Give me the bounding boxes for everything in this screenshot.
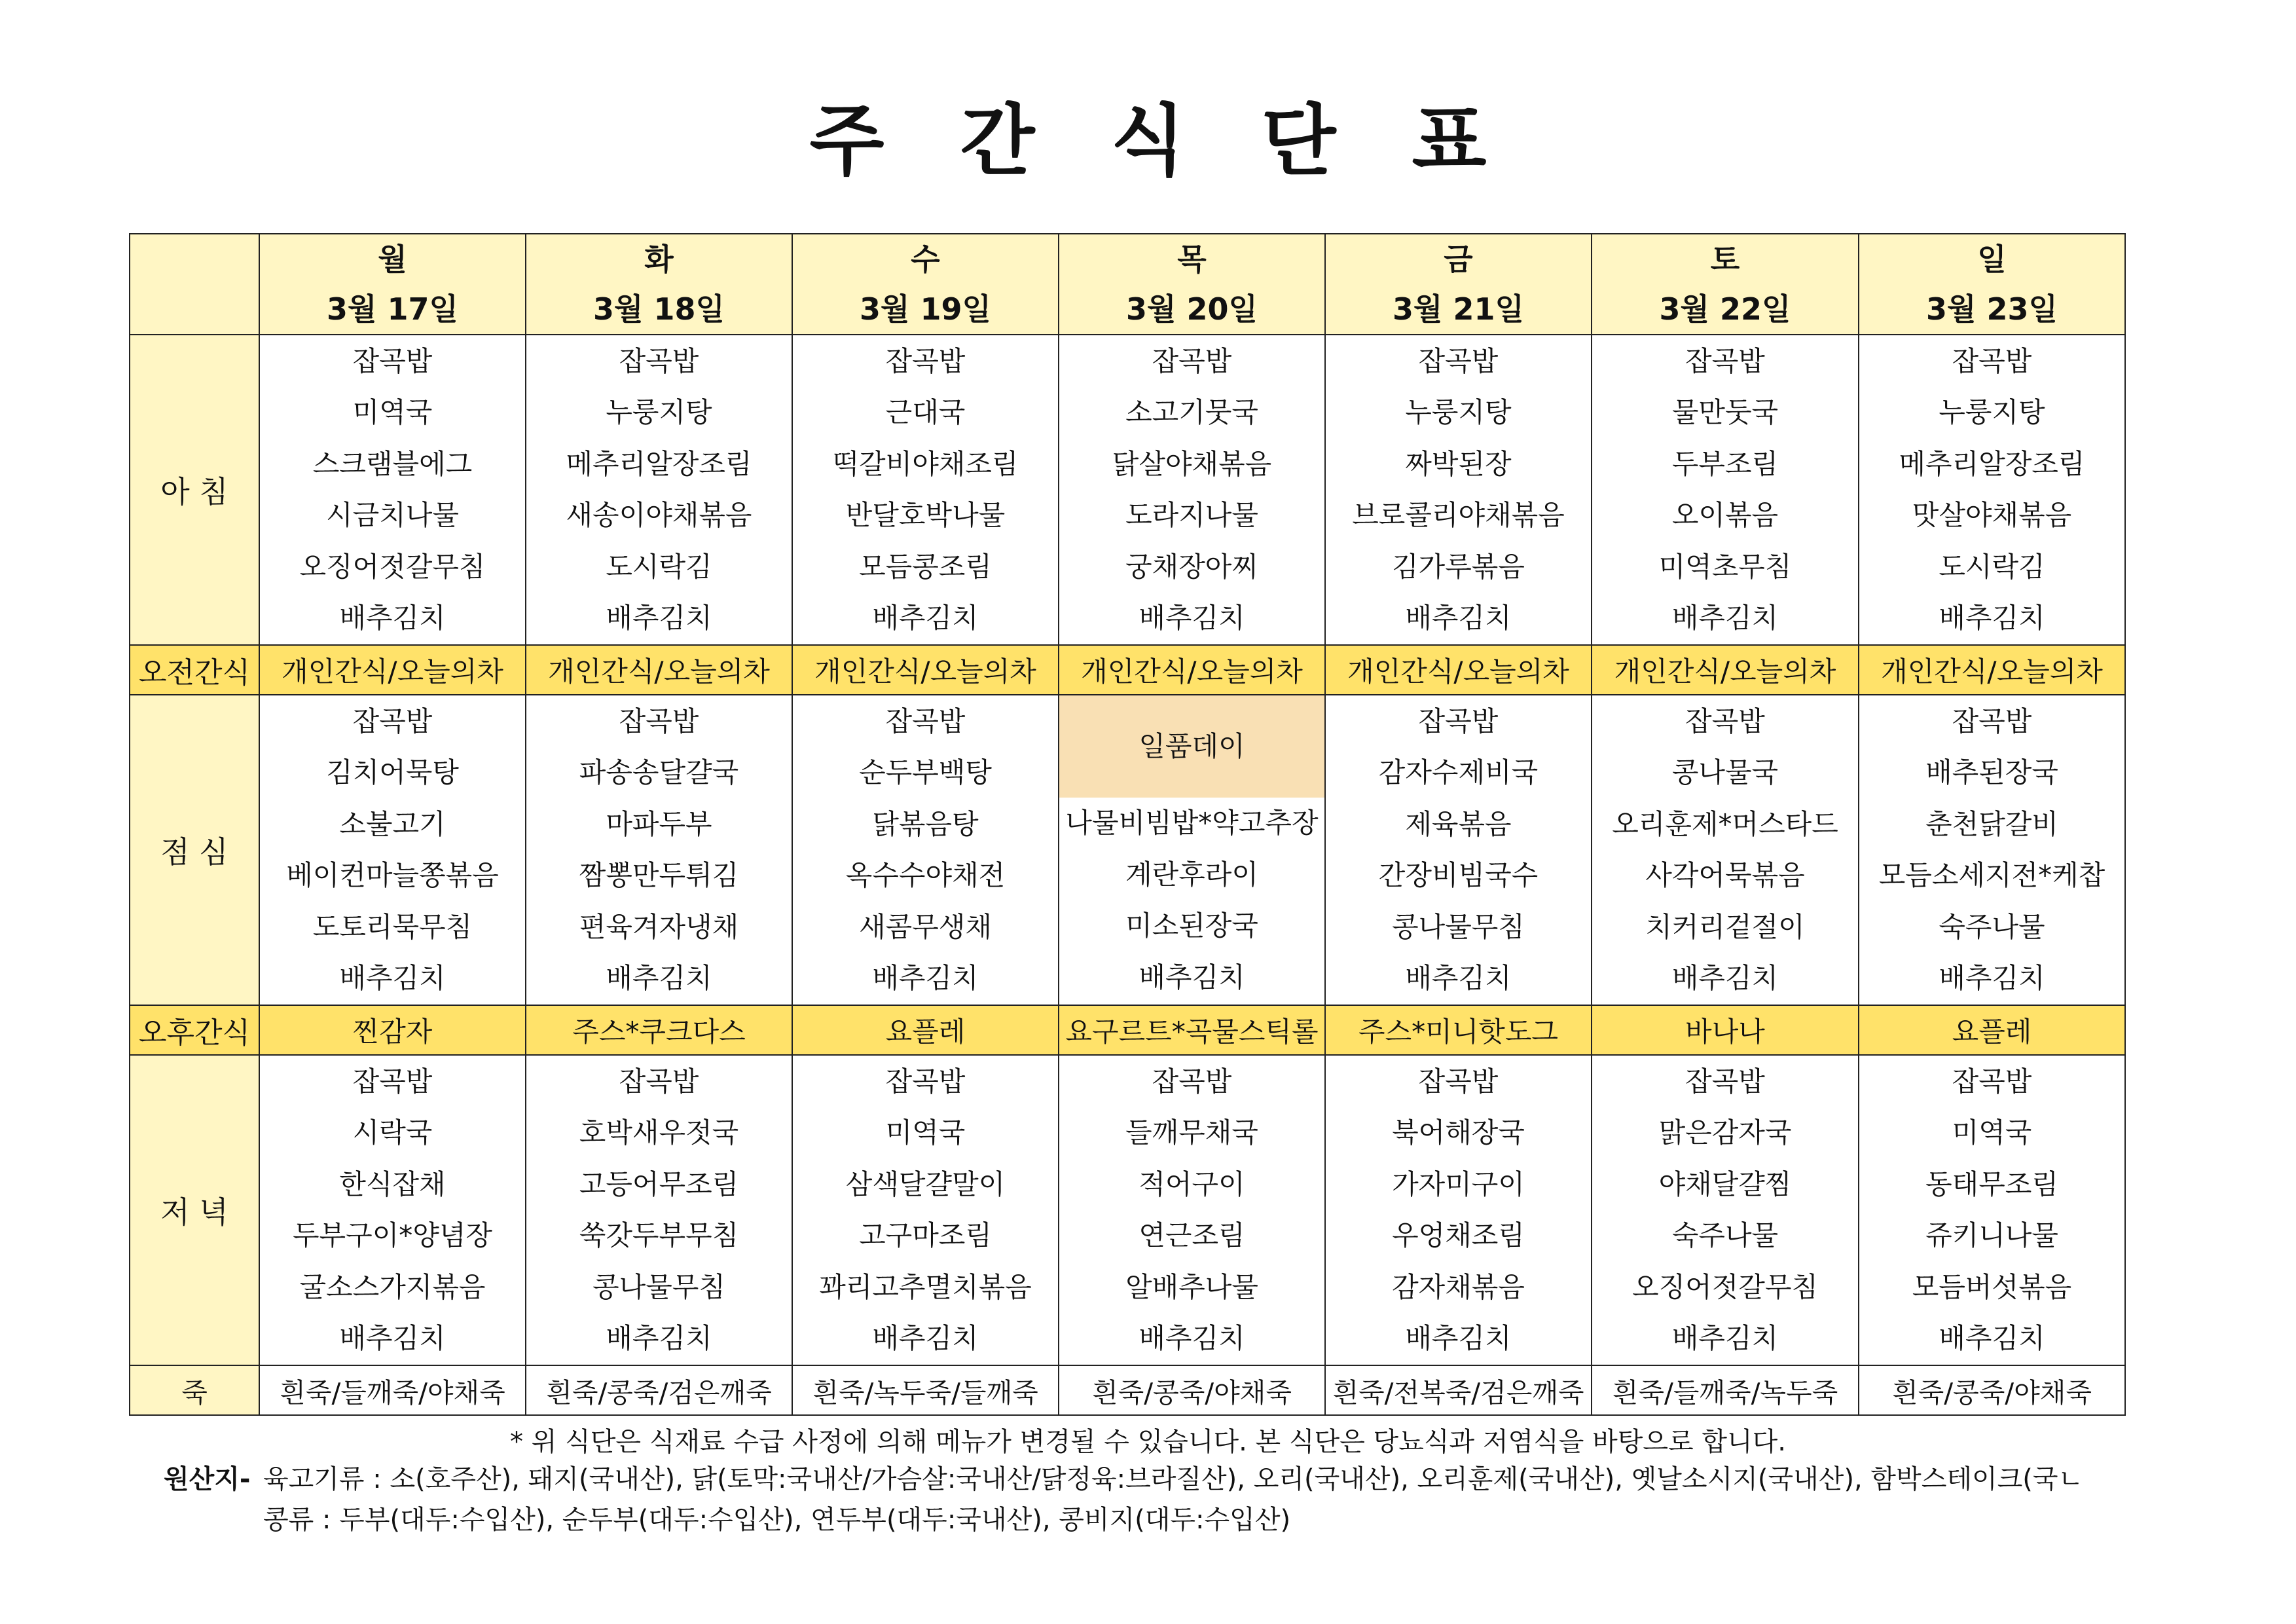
menu-cell <box>1592 335 1859 645</box>
day-date: 3월 17일 <box>327 291 458 327</box>
row-label-lunch: 점 심 <box>130 695 259 1005</box>
snack-cell: 요플레 <box>1859 1005 2125 1055</box>
snack-cell: 바나나 <box>1592 1005 1859 1055</box>
menu-item: 모듬콩조림 <box>859 550 992 583</box>
menu-item: 메추리알장조림 <box>1899 447 2085 480</box>
menu-item: 맛살야채볶음 <box>1912 499 2072 531</box>
menu-item: 잡곡밥 <box>1952 1065 2032 1098</box>
menu-item: 배추김치 <box>1139 602 1245 634</box>
page-title <box>0 79 2296 190</box>
menu-item: 옥수수야채전 <box>845 859 1006 891</box>
menu-item: 새송이야채볶음 <box>566 499 752 531</box>
menu-item: 궁채장아찌 <box>1125 550 1258 583</box>
special-day-banner: 일품데이 <box>1059 695 1324 798</box>
menu-cell <box>792 335 1059 645</box>
row-label-dinner: 저 녁 <box>130 1055 259 1365</box>
snack-cell: 개인간식/오늘의차 <box>1592 645 1859 695</box>
menu-item: 두부구이*양념장 <box>292 1219 492 1251</box>
menu-item: 배추김치 <box>872 602 979 634</box>
menu-item: 잡곡밥 <box>352 705 433 737</box>
menu-item: 잡곡밥 <box>1418 1065 1499 1098</box>
menu-cell <box>792 695 1059 1005</box>
day-date: 3월 20일 <box>1126 291 1258 327</box>
menu-cell <box>259 1055 526 1365</box>
row-label-pm-snack: 오후간식 <box>130 1005 259 1055</box>
menu-item: 모듬버섯볶음 <box>1912 1270 2072 1303</box>
menu-item: 김치어묵탕 <box>326 756 459 788</box>
menu-item: 굴소스가지볶음 <box>299 1270 486 1303</box>
menu-item: 배추김치 <box>339 602 446 634</box>
menu-cell <box>1859 335 2125 645</box>
menu-item: 오리훈제*머스타드 <box>1612 807 1838 840</box>
menu-item: 잡곡밥 <box>352 344 433 377</box>
breakfast-row <box>130 335 2125 645</box>
menu-cell <box>259 335 526 645</box>
menu-item: 미소된장국 <box>1125 910 1258 942</box>
porridge-cell: 흰죽/콩죽/야채죽 <box>1859 1365 2125 1415</box>
porridge-cell: 흰죽/녹두죽/들깨죽 <box>792 1365 1059 1415</box>
menu-item: 배추김치 <box>606 1322 712 1354</box>
menu-item: 제육볶음 <box>1405 807 1512 840</box>
snack-cell: 개인간식/오늘의차 <box>259 645 526 695</box>
snack-cell: 개인간식/오늘의차 <box>526 645 792 695</box>
title-char: 주 <box>809 96 884 186</box>
menu-item: 연근조림 <box>1139 1219 1245 1251</box>
menu-item: 짬뽕만두튀김 <box>579 859 739 891</box>
snack-cell: 개인간식/오늘의차 <box>1859 645 2125 695</box>
menu-item: 미역국 <box>1952 1116 2032 1149</box>
menu-item: 잡곡밥 <box>885 344 966 377</box>
day-header-mon <box>259 234 526 335</box>
menu-item: 소고기뭇국 <box>1125 396 1258 428</box>
menu-item: 잡곡밥 <box>1685 1065 1765 1098</box>
menu-item: 배추김치 <box>872 1322 979 1354</box>
origin-meat-text: 육고기류 : 소(호주산), 돼지(국내산), 닭(토막:국내산/가슴살:국내산/닭정육:브라질산), 오리(국내산), 오리훈제(국내산), 옛날소시지(국내산), 함박스테이크(국ㄴ <box>263 1464 2084 1494</box>
menu-item: 오징어젓갈무침 <box>1631 1270 1818 1303</box>
menu-item: 우엉채조림 <box>1392 1219 1525 1251</box>
menu-item: 맑은감자국 <box>1658 1116 1792 1149</box>
menu-item: 잡곡밥 <box>885 1065 966 1098</box>
day-date: 3월 19일 <box>860 291 991 327</box>
menu-item: 떡갈비야채조림 <box>832 447 1019 480</box>
menu-item: 고구마조림 <box>859 1219 992 1251</box>
menu-item: 쥬키니나물 <box>1925 1219 2058 1251</box>
day-date: 3월 21일 <box>1393 291 1524 327</box>
menu-item: 순두부백탕 <box>859 756 992 788</box>
snack-cell: 요구르트*곡물스틱롤 <box>1059 1005 1325 1055</box>
menu-item: 시락국 <box>352 1116 433 1149</box>
menu-item: 적어구이 <box>1139 1168 1245 1200</box>
menu-cell <box>1325 335 1592 645</box>
menu-cell <box>526 1055 792 1365</box>
weekly-menu-table <box>129 233 2126 1416</box>
menu-item: 배추김치 <box>1939 962 2045 994</box>
menu-item: 한식잡채 <box>339 1168 446 1200</box>
menu-item: 잡곡밥 <box>1152 1065 1232 1098</box>
menu-item: 배추김치 <box>339 1322 446 1354</box>
menu-item: 삼색달걀말이 <box>845 1168 1006 1200</box>
menu-item: 잡곡밥 <box>1152 344 1232 377</box>
menu-item: 파송송달걀국 <box>579 756 739 788</box>
menu-item: 간장비빔국수 <box>1378 859 1539 891</box>
menu-item: 배추김치 <box>1405 962 1512 994</box>
menu-cell <box>526 335 792 645</box>
porridge-cell: 흰죽/콩죽/검은깨죽 <box>526 1365 792 1415</box>
menu-item: 도시락김 <box>606 550 712 583</box>
menu-item: 누룽지탕 <box>1405 396 1512 428</box>
snack-cell: 개인간식/오늘의차 <box>792 645 1059 695</box>
menu-item: 잡곡밥 <box>619 1065 699 1098</box>
menu-item: 콩나물국 <box>1671 756 1779 788</box>
menu-cell <box>1059 335 1325 645</box>
menu-item: 반달호박나물 <box>845 499 1006 531</box>
menu-cell <box>259 695 526 1005</box>
menu-item: 잡곡밥 <box>1418 705 1499 737</box>
title-char: 간 <box>960 96 1035 186</box>
menu-cell-special <box>1059 695 1325 1005</box>
menu-item: 배추김치 <box>872 962 979 994</box>
menu-cell <box>1859 695 2125 1005</box>
menu-item: 잡곡밥 <box>885 705 966 737</box>
day-date: 3월 23일 <box>1926 291 2058 327</box>
day-date: 3월 22일 <box>1659 291 1791 327</box>
menu-item: 동태무조림 <box>1925 1168 2058 1200</box>
menu-item: 마파두부 <box>606 807 712 840</box>
row-label-porridge: 죽 <box>130 1365 259 1415</box>
menu-cell <box>1059 1055 1325 1365</box>
menu-item: 배추김치 <box>1939 602 2045 634</box>
menu-item: 숙주나물 <box>1671 1219 1779 1251</box>
pm-snack-row <box>130 1005 2125 1055</box>
corner-cell <box>130 234 259 335</box>
menu-item: 나물비빔밥*약고추장 <box>1065 807 1319 839</box>
menu-item: 베이컨마늘쫑볶음 <box>286 859 499 891</box>
origin-beans-text: 콩류 : 두부(대두:수입산), 순두부(대두:수입산), 연두부(대두:국내산), 콩비지(대두:수입산) <box>263 1505 1291 1535</box>
menu-item: 메추리알장조림 <box>566 447 752 480</box>
menu-item: 도라지나물 <box>1125 499 1258 531</box>
porridge-row <box>130 1365 2125 1415</box>
menu-item: 북어해장국 <box>1392 1116 1525 1149</box>
origin-label: 원산지- <box>164 1464 251 1494</box>
menu-item: 알배추나물 <box>1125 1270 1258 1303</box>
menu-item: 미역초무침 <box>1658 550 1792 583</box>
menu-item: 소불고기 <box>339 807 446 840</box>
menu-item: 배추김치 <box>1139 1322 1245 1354</box>
am-snack-row <box>130 645 2125 695</box>
menu-item: 미역국 <box>885 1116 966 1149</box>
menu-item: 누룽지탕 <box>1939 396 2045 428</box>
menu-item: 쑥갓두부무침 <box>579 1219 739 1251</box>
porridge-cell: 흰죽/콩죽/야채죽 <box>1059 1365 1325 1415</box>
day-name: 일 <box>1977 242 2007 277</box>
menu-item: 호박새우젓국 <box>579 1116 739 1149</box>
menu-item: 감자채볶음 <box>1392 1270 1525 1303</box>
menu-item: 잡곡밥 <box>1685 705 1765 737</box>
snack-cell: 요플레 <box>792 1005 1059 1055</box>
menu-cell <box>1592 1055 1859 1365</box>
day-header-sun <box>1859 234 2125 335</box>
menu-item: 사각어묵볶음 <box>1645 859 1805 891</box>
menu-cell <box>792 1055 1059 1365</box>
row-label-am-snack: 오전간식 <box>130 645 259 695</box>
menu-item: 누룽지탕 <box>606 396 712 428</box>
title-char: 표 <box>1412 96 1487 186</box>
day-name: 월 <box>378 242 407 277</box>
menu-item: 시금치나물 <box>326 499 459 531</box>
menu-item: 감자수제비국 <box>1378 756 1539 788</box>
menu-item: 배추된장국 <box>1925 756 2058 788</box>
menu-item: 스크램블에그 <box>312 447 473 480</box>
menu-cell <box>1592 695 1859 1005</box>
menu-item: 배추김치 <box>339 962 446 994</box>
menu-cell <box>526 695 792 1005</box>
menu-item: 잡곡밥 <box>1685 344 1765 377</box>
day-header-thu <box>1059 234 1325 335</box>
day-name: 수 <box>911 242 940 277</box>
title-char: 단 <box>1261 96 1336 186</box>
row-label-breakfast: 아 침 <box>130 335 259 645</box>
menu-item: 미역국 <box>352 396 433 428</box>
menu-item: 배추김치 <box>606 602 712 634</box>
menu-item: 도시락김 <box>1939 550 2045 583</box>
menu-item: 들깨무채국 <box>1125 1116 1258 1149</box>
menu-item: 짜박된장 <box>1405 447 1512 480</box>
porridge-cell: 흰죽/들깨죽/녹두죽 <box>1592 1365 1859 1415</box>
snack-cell: 개인간식/오늘의차 <box>1059 645 1325 695</box>
day-header-wed <box>792 234 1059 335</box>
menu-item: 배추김치 <box>1671 1322 1779 1354</box>
menu-item: 도토리묵무침 <box>312 910 473 943</box>
menu-cell <box>1325 1055 1592 1365</box>
porridge-cell: 흰죽/전복죽/검은깨죽 <box>1325 1365 1592 1415</box>
menu-item: 콩나물무침 <box>1392 910 1525 943</box>
menu-item: 닭볶음탕 <box>872 807 979 840</box>
menu-item: 오이볶음 <box>1671 499 1779 531</box>
menu-item: 치커리겉절이 <box>1645 910 1805 943</box>
menu-item: 브로콜리야채볶음 <box>1352 499 1565 531</box>
menu-item: 잡곡밥 <box>1952 344 2032 377</box>
snack-cell: 주스*미니핫도그 <box>1325 1005 1592 1055</box>
menu-item: 배추김치 <box>1139 961 1245 993</box>
menu-item: 가자미구이 <box>1392 1168 1525 1200</box>
menu-item: 근대국 <box>885 396 966 428</box>
menu-item: 두부조림 <box>1671 447 1779 480</box>
header-row <box>130 234 2125 335</box>
menu-item: 잡곡밥 <box>1418 344 1499 377</box>
day-header-fri <box>1325 234 1592 335</box>
menu-item: 잡곡밥 <box>1952 705 2032 737</box>
menu-item: 닭살야채볶음 <box>1112 447 1272 480</box>
day-name: 토 <box>1710 242 1740 277</box>
menu-change-note: * 위 식단은 식재료 수급 사정에 의해 메뉴가 변경될 수 있습니다. 본 식단은 당뇨식과 저염식을 바탕으로 합니다. <box>509 1427 1787 1457</box>
menu-item: 오징어젓갈무침 <box>299 550 486 583</box>
menu-item: 배추김치 <box>1405 602 1512 634</box>
menu-item: 꽈리고추멸치볶음 <box>819 1270 1032 1303</box>
snack-cell: 주스*쿠크다스 <box>526 1005 792 1055</box>
snack-cell: 찐감자 <box>259 1005 526 1055</box>
menu-item: 고등어무조림 <box>579 1168 739 1200</box>
menu-cell <box>1859 1055 2125 1365</box>
menu-item: 배추김치 <box>1939 1322 2045 1354</box>
menu-cell <box>1325 695 1592 1005</box>
menu-item: 물만둣국 <box>1671 396 1779 428</box>
menu-item: 잡곡밥 <box>619 344 699 377</box>
day-name: 목 <box>1177 242 1207 277</box>
menu-item: 계란후라이 <box>1125 858 1258 891</box>
menu-item: 모듬소세지전*케찹 <box>1878 859 2105 891</box>
menu-item: 잡곡밥 <box>352 1065 433 1098</box>
day-header-sat <box>1592 234 1859 335</box>
dinner-row <box>130 1055 2125 1365</box>
origin-line-beans <box>164 1500 2128 1540</box>
menu-item: 숙주나물 <box>1939 910 2045 943</box>
menu-item: 배추김치 <box>1671 962 1779 994</box>
menu-item: 김가루볶음 <box>1392 550 1525 583</box>
lunch-row <box>130 695 2125 1005</box>
menu-item: 배추김치 <box>1671 602 1779 634</box>
porridge-cell: 흰죽/들깨죽/야채죽 <box>259 1365 526 1415</box>
title-char: 식 <box>1110 96 1186 186</box>
menu-item: 야채달걀찜 <box>1658 1168 1792 1200</box>
menu-item: 잡곡밥 <box>619 705 699 737</box>
origin-line-meat <box>164 1459 2128 1500</box>
menu-item: 춘천닭갈비 <box>1925 807 2058 840</box>
menu-item: 배추김치 <box>1405 1322 1512 1354</box>
menu-item: 새콤무생채 <box>859 910 992 943</box>
snack-cell: 개인간식/오늘의차 <box>1325 645 1592 695</box>
menu-item: 배추김치 <box>606 962 712 994</box>
origin-info <box>164 1459 2128 1540</box>
day-name: 금 <box>1444 242 1473 277</box>
day-header-tue <box>526 234 792 335</box>
menu-item: 콩나물무침 <box>592 1270 725 1303</box>
menu-item: 편육겨자냉채 <box>579 910 739 943</box>
day-date: 3월 18일 <box>593 291 725 327</box>
day-name: 화 <box>644 242 674 277</box>
